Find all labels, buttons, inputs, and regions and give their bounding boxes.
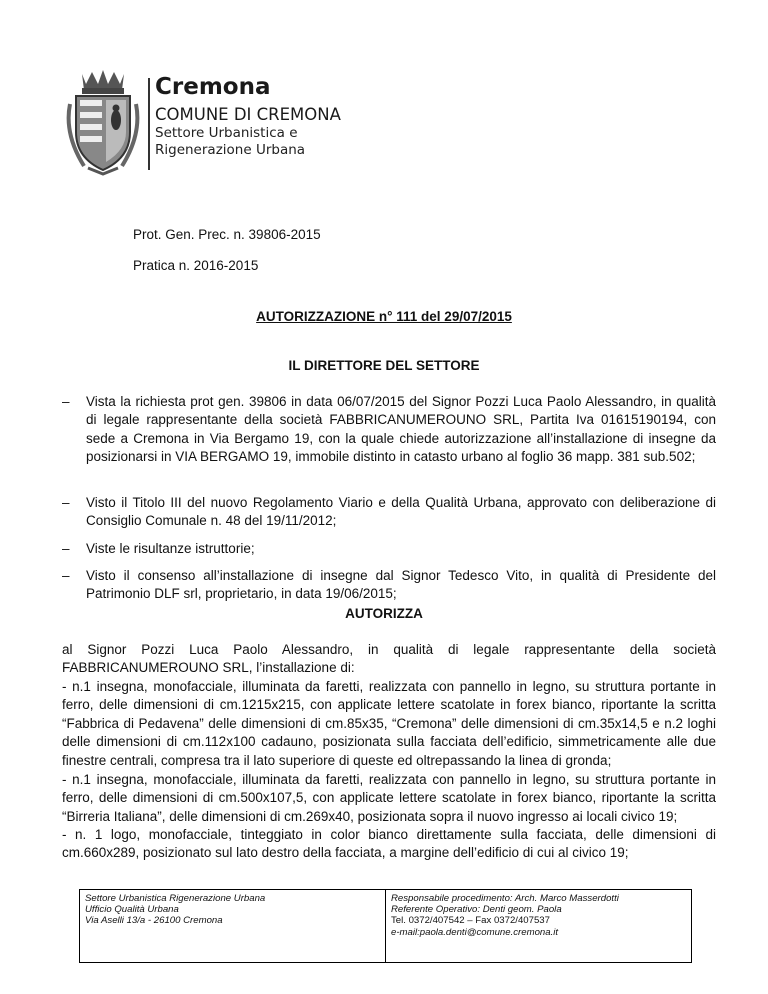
autorizza-heading: AUTORIZZA bbox=[345, 606, 423, 621]
premise-item bbox=[62, 567, 716, 604]
body-item-3: - n. 1 logo, monofacciale, tinteggiato in color bianco direttamente sulla facciata, delle dimensioni di cm.660x289, posizionato sul lato destro della facciata, a margine dell’edificio di cui al civico 19; bbox=[62, 827, 716, 861]
logo-settore-line1: Settore Urbanistica e bbox=[155, 125, 298, 141]
footer-contact-info bbox=[385, 890, 691, 962]
logo-comune: COMUNE DI CREMONA bbox=[155, 105, 341, 124]
footer-phone: Tel. 0372/407542 – Fax 0372/407537 bbox=[391, 915, 550, 927]
coat-of-arms-icon bbox=[62, 70, 144, 178]
premise-text: Viste le risultanze istruttorie; bbox=[86, 541, 255, 556]
logo-divider bbox=[148, 78, 150, 170]
authorization-title: AUTORIZZAZIONE n° 111 del 29/07/2015 bbox=[256, 309, 512, 324]
premise-item bbox=[62, 540, 716, 558]
premise-item bbox=[62, 393, 716, 467]
body-intro: al Signor Pozzi Luca Paolo Alessandro, in qualità di legale rappresentante della società FABBRICANUMEROUNO SRL, l’installazione di: bbox=[62, 642, 716, 676]
premise-text: Vista la richiesta prot gen. 39806 in data 06/07/2015 del Signor Pozzi Luca Paolo Alessandro, in qualità di legale rappresentante della società FABBRICANUMEROUNO SRL, Partita Iva 01615190194, con sede a Cremona in Via Bergamo 19, con la quale chiede autorizzazione all’installazione di insegne da posizionarsi in VIA BERGAMO 19, immobile distinto in catasto urbano al foglio 36 mapp. 381 sub.502; bbox=[86, 394, 716, 465]
footer-settore: Settore Urbanistica Rigenerazione Urbana bbox=[85, 893, 266, 904]
premise-text: Visto il Titolo III del nuovo Regolamento Viario e della Qualità Urbana, approvato con deliberazione di Consiglio Comunale n. 48 del 19/11/2012; bbox=[86, 495, 716, 529]
footer-address: Via Aselli 13/a - 26100 Cremona bbox=[85, 915, 223, 927]
bullet-dash: – bbox=[62, 394, 70, 409]
letterhead-logo bbox=[62, 70, 362, 180]
footer-referente: Referente Operativo: Denti geom. Paola bbox=[391, 904, 562, 916]
director-title: IL DIRETTORE DEL SETTORE bbox=[288, 358, 480, 373]
logo-settore-line2: Rigenerazione Urbana bbox=[155, 142, 306, 158]
footer-office-info bbox=[80, 890, 385, 962]
protocol-number: Prot. Gen. Prec. n. 39806-2015 bbox=[133, 227, 321, 242]
body-item-2: - n.1 insegna, monofacciale, illuminata da faretti, realizzata con pannello in legno, su struttura portante in ferro, delle dimensioni di cm.500x107,5, con applicate lettere scatolate in forex bianco, riportante la scritta “Birreria Italiana”, delle dimensioni di cm.269x40, posizionata sopra il nuovo ingresso ai locali civico 19; bbox=[62, 772, 716, 824]
footer-responsabile: Responsabile procedimento: Arch. Marco Masserdotti bbox=[391, 893, 619, 904]
bullet-dash: – bbox=[62, 568, 70, 583]
logo-city-name: Cremona bbox=[155, 74, 271, 100]
practice-number: Pratica n. 2016-2015 bbox=[133, 258, 259, 273]
bullet-dash: – bbox=[62, 495, 70, 510]
footer-email: e-mail:paola.denti@comune.cremona.it bbox=[391, 926, 559, 938]
premise-text: Visto il consenso all’installazione di insegne dal Signor Tedesco Vito, in qualità di Presidente del Patrimonio DLF srl, proprietario, in data 19/06/2015; bbox=[86, 568, 716, 602]
premise-item bbox=[62, 494, 716, 531]
footer-ufficio: Ufficio Qualità Urbana bbox=[85, 904, 179, 916]
body-item-1: - n.1 insegna, monofacciale, illuminata da faretti, realizzata con pannello in legno, su struttura portante in ferro, delle dimensioni di cm.1215x215, con applicate lettere scatolate in forex bianco, riportante la scritta “Fabbrica di Pedavena” delle dimensioni di cm.85x35, “Cremona” delle dimensioni di cm.35x14,5 e n.2 loghi delle dimensioni di cm.112x100 cadauno, posizionata sulla facciata dell’edificio, simmetricamente alle due finestre centrali, compresa tra il lato superiore di queste ed oltrepassando la linea di gronda; bbox=[62, 679, 716, 768]
footer-box bbox=[79, 889, 692, 963]
bullet-dash: – bbox=[62, 541, 70, 556]
logo-text bbox=[155, 74, 341, 159]
